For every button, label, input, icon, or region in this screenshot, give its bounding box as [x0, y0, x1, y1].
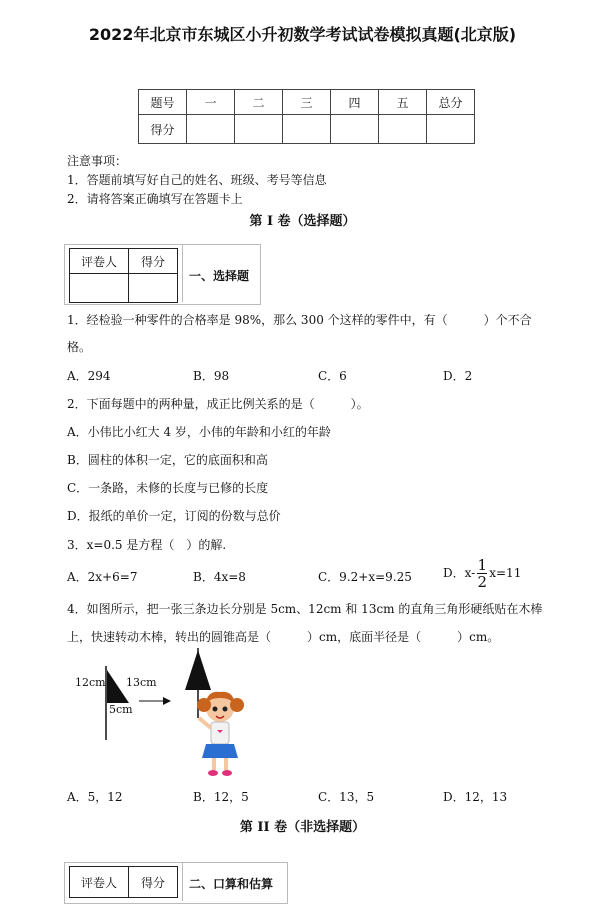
- q1-option-d: D．2: [443, 369, 473, 383]
- question-3-stem: 3．x=0.5 是方程（ ）的解.: [67, 538, 227, 552]
- score-row-label: 得分: [139, 115, 187, 144]
- notes-heading: 注意事项：: [67, 154, 128, 168]
- q1-option-c: C．6: [318, 369, 347, 383]
- part2-title: 第 II 卷（非选择题）: [239, 820, 366, 835]
- score-header-cell: 总分: [427, 90, 475, 115]
- score-header-cell: 五: [379, 90, 427, 115]
- figure-label-hypotenuse: 13cm: [126, 676, 157, 689]
- q4-option-c: C．13，5: [318, 790, 375, 804]
- q3-option-b: B．4x=8: [193, 570, 246, 584]
- score-table: [138, 89, 475, 144]
- question-4-line2: 上，快速转动木棒，转出的圆锥高是（ ）cm，底面半径是（ ）cm。: [67, 630, 500, 644]
- score-input-cell[interactable]: [331, 115, 379, 144]
- cone-figure: [67, 648, 257, 780]
- score-header-cell: 三: [283, 90, 331, 115]
- q2-option-b: B．圆柱的体积一定，它的底面积和高: [67, 453, 268, 467]
- q3-option-a: A．2x+6=7: [67, 570, 138, 584]
- q1-option-b: B．98: [193, 369, 230, 383]
- grader-input-cell[interactable]: [129, 274, 178, 303]
- score-input-cell[interactable]: [283, 115, 331, 144]
- arrow-icon: [163, 697, 171, 705]
- grader-table: [69, 248, 178, 303]
- q2-option-c: C．一条路，未修的长度与已修的长度: [67, 481, 269, 495]
- section2-grader-box: [64, 862, 288, 904]
- score-input-cell[interactable]: [187, 115, 235, 144]
- question-1-line2: 格。: [67, 340, 92, 354]
- notes-item: 1．答题前填写好自己的姓名、班级、考号等信息: [67, 173, 327, 187]
- score-header-cell: 四: [331, 90, 379, 115]
- fraction-numerator: 1: [477, 556, 487, 574]
- section1-label: 一、选择题: [189, 269, 250, 283]
- score-input-cell[interactable]: [427, 115, 475, 144]
- grader-score-label: 得分: [129, 867, 178, 898]
- notes-item: 2．请将答案正确填写在答题卡上: [67, 192, 243, 206]
- fraction: [477, 558, 487, 589]
- q4-option-b: B．12，5: [193, 790, 249, 804]
- section2-label: 二、口算和估算: [189, 877, 274, 891]
- q4-option-a: A．5，12: [67, 790, 123, 804]
- cone-shape: [185, 650, 211, 690]
- q2-option-d: D．报纸的单价一定，订阅的份数与总价: [67, 509, 281, 523]
- grader-label: 评卷人: [70, 867, 129, 898]
- q4-option-d: D．12，13: [443, 790, 508, 804]
- fraction-denominator: 2: [477, 573, 487, 591]
- grader-label: 评卷人: [70, 249, 129, 274]
- score-header-cell: 二: [235, 90, 283, 115]
- girl-illustration: [197, 692, 244, 776]
- figure-label-bottom: 5cm: [109, 703, 133, 716]
- q3-option-d-suffix: x=11: [489, 566, 522, 580]
- figure-label-left: 12cm: [75, 676, 106, 689]
- q3-option-d-prefix: D．x-: [443, 566, 476, 580]
- q3-option-d: [443, 558, 521, 589]
- part1-title: 第 I 卷（选择题）: [249, 214, 356, 229]
- cone-figure-svg: [67, 648, 257, 780]
- q1-option-a: A．294: [67, 369, 111, 383]
- grader-table: [69, 866, 178, 898]
- question-4-line1: 4．如图所示，把一张三条边长分别是 5cm、12cm 和 13cm 的直角三角形硬纸贴在木棒: [67, 602, 543, 616]
- score-header-cell: 题号: [139, 90, 187, 115]
- score-table-header-row: [139, 90, 475, 115]
- score-input-cell[interactable]: [235, 115, 283, 144]
- question-1-line1: 1．经检验一种零件的合格率是 98%，那么 300 个这样的零件中，有（ ）个不合: [67, 313, 532, 327]
- q2-option-a: A．小伟比小红大 4 岁，小伟的年龄和小红的年龄: [67, 425, 331, 439]
- grader-score-label: 得分: [129, 249, 178, 274]
- score-table-score-row: [139, 115, 475, 144]
- section1-grader-box: [64, 244, 261, 305]
- score-header-cell: 一: [187, 90, 235, 115]
- page-title: 2022年北京市东城区小升初数学考试试卷模拟真题(北京版): [88, 25, 517, 44]
- q3-option-c: C．9.2+x=9.25: [318, 570, 412, 584]
- question-2-stem: 2．下面每题中的两种量，成正比例关系的是（ ）。: [67, 397, 369, 411]
- score-input-cell[interactable]: [379, 115, 427, 144]
- grader-input-cell[interactable]: [70, 274, 129, 303]
